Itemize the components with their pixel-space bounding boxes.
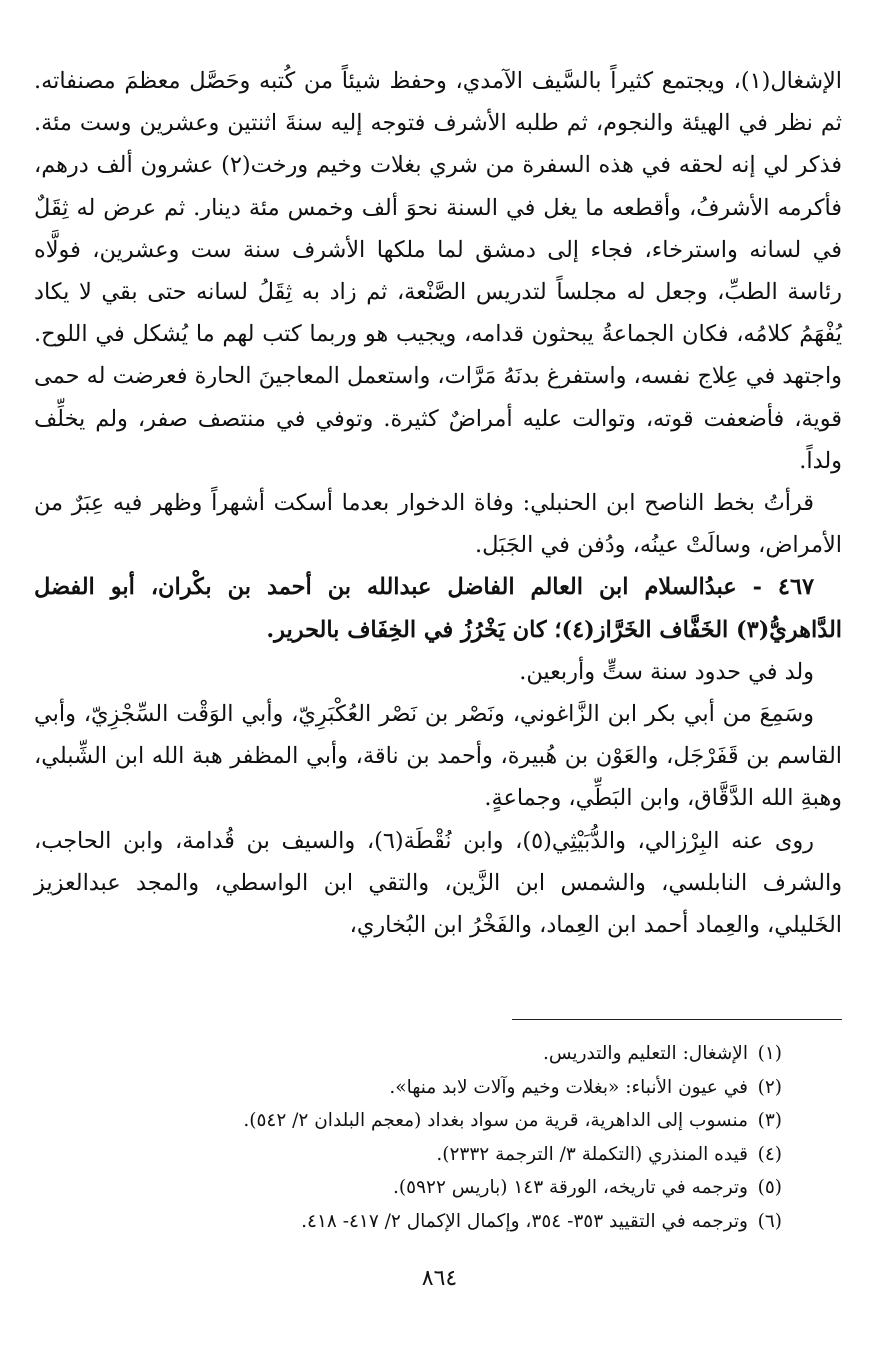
text-line: إلى دمشق لما ملكها الأشرف سنة ست وعشرين، فولَّاه رئاسة الطبِّ، وجعل — [34, 236, 842, 306]
page-number: ٨٦٤ — [421, 1266, 458, 1291]
footnotes — [80, 1037, 782, 1239]
entry-heading — [34, 566, 842, 650]
footnote-text: وترجمه في التقييد ٣٥٣- ٣٥٤، وإكمال الإكمال ٢/ ٤١٧- ٤١٨. — [301, 1210, 748, 1232]
footnote-text: وترجمه في تاريخه، الورقة ١٤٣ (باريس ٥٩٢٢). — [393, 1177, 748, 1199]
paragraph — [34, 651, 842, 693]
text-line: معظمَ مصنفاته. ثم نظر في الهيئة والنجوم، ثم طلبه الأشرف فتوجه إليه سنةَ — [34, 68, 843, 137]
footnote — [80, 1205, 782, 1239]
text-line: ٤٦٧ - عبدُالسلام ابن العالم الفاضل عبدالله بن أحمد بن بكْران، أبو — [110, 574, 815, 601]
main-text — [34, 60, 842, 946]
text-line: فعرضت له حمى قوية، فأضعفت قوته، وتوالت عليه أمراضٌ كثيرة. وتوفي في — [34, 363, 842, 432]
text-line: وخيم ورخت(٢) عشرون ألف درهم، فأكرمه الأشرفُ، وأقطعه ما يغل في — [34, 152, 842, 221]
text-line: قرأتُ بخط الناصح ابن الحنبلي: وفاة الدخوار بعدما أسكت أشهراً — [211, 490, 814, 517]
text-line: الإشغال(١)، ويجتمع كثيراً بالسَّيف الآمدي، وحفظ شيئاً من كُتبه وحَصَّل — [189, 68, 842, 94]
footnote-number: (٦) — [757, 1210, 782, 1232]
footnote-text: الإشغال: التعليم والتدريس. — [542, 1043, 748, 1064]
text-line: روى عنه البِرْزالي، والدُّبَيْثِي(٥)، وابن نُقْطَة(٦)، والسيف بن قُدامة، — [174, 827, 814, 854]
footnote-divider — [512, 1019, 842, 1020]
text-line: المظفر هبة الله ابن الشِّبلي، وهبةِ الله الدَّقَّاق، وابن البَطِّي، وجماعةٍ. — [34, 743, 842, 812]
paragraph — [34, 482, 842, 566]
text-line: اثنتين وعشرين وست مئة. فذكر لي إنه لحقه في هذه السفرة من شري بغلات — [34, 110, 842, 179]
text-line: وظهر فيه عِبَرٌ من الأمراض، وسالَتْ عينُه، ودُفن في الجَبَل. — [34, 490, 842, 559]
footnote-text: منسوب إلى الداهرية، قرية من سواد بغداد (معجم البلدان ٢/ ٥٤٢). — [243, 1110, 748, 1132]
text-line: وابن الحاجب، والشرف النابلسي، والشمس ابن الزَّين، والتقي ابن الواسطي، — [34, 827, 843, 896]
footnote — [80, 1037, 782, 1071]
text-line: السِّجْزِيّ، وأبي القاسم بن قَفَرْجَل، والعَوْن بن هُبيرة، وأحمد بن ناقة، وأبي — [34, 701, 842, 770]
footnote — [80, 1138, 782, 1172]
text-line: السنة نحوَ ألف وخمس مئة دينار. ثم عرض له ثِقَلٌ في لسانه واسترخاء، فجاء — [34, 194, 842, 263]
paragraph — [34, 820, 842, 947]
footnote-number: (١) — [757, 1043, 782, 1064]
text-line: واجتهد في عِلاج نفسه، واستفرغ بدنَهُ مَرَّات، واستعمل المعاجينَ الحارة — [194, 363, 842, 390]
text-line: ولد في حدود سنة ستٍّ وأربعين. — [519, 658, 814, 685]
text-line: والمجد عبدالعزيز الخَليلي، والعِماد أحمد ابن العِماد، والفَخْرُ ابن البُخاري، — [34, 869, 842, 939]
paragraph — [34, 60, 842, 482]
footnote-number: (٤) — [757, 1143, 782, 1165]
text-line: وسَمِعَ من أبي بكر ابن الزَّاغوني، ونَصْر بن نَصْر العُكْبَرِيّ، وأبي الوَقْت — [176, 701, 814, 728]
text-line: منتصف صفر، ولم يخلِّف ولداً. — [34, 405, 842, 474]
text-line: له مجلساً لتدريس الصَّنْعة، ثم زاد به ثِقَلُ لسانه حتى بقي لا يكاد يُفْهَمُ كلامُه، — [34, 279, 842, 348]
footnote — [80, 1104, 782, 1138]
paragraph — [34, 693, 842, 820]
footnote — [80, 1171, 782, 1205]
footnote-text: في عيون الأنباء: «بغلات وخيم وآلات لابد منها». — [389, 1076, 748, 1098]
text-line: فكان الجماعةُ يبحثون قدامه، ويجيب هو وربما كتب لهم ما يُشكل في اللوح. — [34, 321, 729, 348]
text-line: الفضل الدَّاهريُّ(٣) الخَفَّاف الخَرَّاز(٤)؛ كان يَخْرُزُ في الخِفَاف بالحرير. — [34, 574, 842, 643]
footnote-number: (٢) — [757, 1076, 782, 1098]
footnote — [80, 1071, 782, 1105]
footnote-number: (٥) — [757, 1177, 782, 1199]
footnote-text: قيده المنذري (التكملة ٣/ الترجمة ٢٣٣٢). — [436, 1143, 748, 1165]
footnote-number: (٣) — [757, 1110, 782, 1132]
